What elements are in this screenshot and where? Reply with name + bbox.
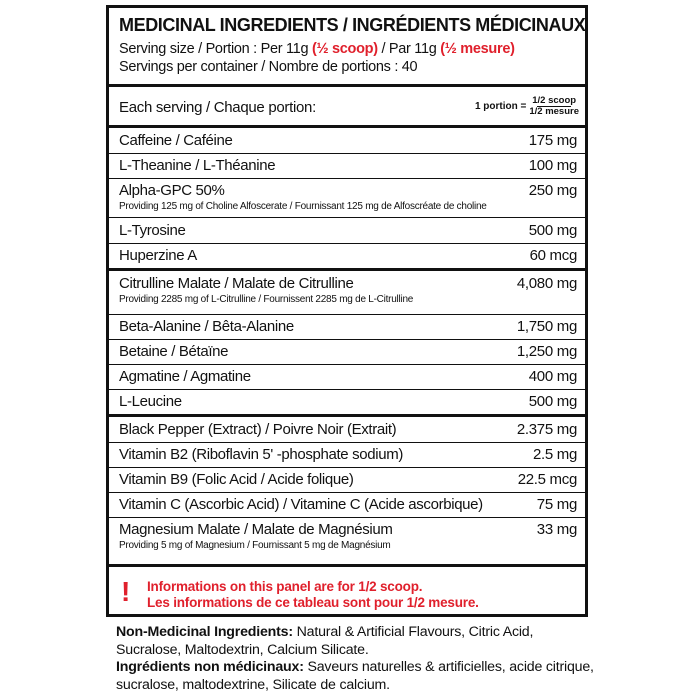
divider-thick (109, 564, 585, 567)
non-medicinal-text-fr: Saveurs naturelles & artificielles, acide citrique, sucralose, maltodextrine, Silicate de calcium. (116, 659, 594, 693)
ingredient-amount: 60 mcg (529, 247, 577, 264)
warning-line-en: Informations on this panel are for 1/2 scoop. (147, 579, 423, 594)
ingredient-name: L-Theanine / L-Théanine (119, 157, 276, 174)
ingredient-name: Citrulline Malate / Malate de Citrulline (119, 275, 354, 292)
portion-top: 1/2 scoop (532, 95, 577, 106)
ingredient-amount: 250 mg (528, 182, 577, 199)
each-serving-label: Each serving / Chaque portion: (119, 99, 316, 116)
divider-thin (109, 467, 585, 468)
portion-equivalence (475, 96, 579, 117)
servings-per-container: Servings per container / Nombre de portions : 40 (119, 59, 418, 75)
serving-size-line (119, 41, 515, 57)
warning-line-fr: Les informations de ce tableau sont pour 1/2 mesure. (147, 595, 479, 610)
ingredient-name: Agmatine / Agmatine (119, 368, 251, 385)
non-medicinal-label-fr: Ingrédients non médicinaux: (116, 659, 304, 675)
portion-fraction (529, 96, 579, 117)
divider-thick (109, 414, 585, 417)
divider-thick (109, 268, 585, 271)
ingredient-name: Huperzine A (119, 247, 197, 264)
ingredient-name: Vitamin B2 (Riboflavin 5' -phosphate sodium) (119, 446, 404, 463)
ingredient-amount: 75 mg (536, 496, 577, 513)
supplement-facts-panel (106, 5, 588, 617)
ingredient-name: Beta-Alanine / Bêta-Alanine (119, 318, 294, 335)
non-medicinal-text-en: Natural & Artificial Flavours, Citric Acid, Sucralose, Maltodextrin, Calcium Silicate. (116, 624, 534, 658)
exclamation-icon: ! (121, 576, 131, 607)
divider-thin (109, 217, 585, 218)
ingredient-amount: 1,750 mg (516, 318, 577, 335)
ingredient-name: Betaine / Bétaïne (119, 343, 229, 360)
ingredient-amount: 400 mg (528, 368, 577, 385)
ingredient-amount: 175 mg (528, 132, 577, 149)
ingredient-amount: 1,250 mg (516, 343, 577, 360)
divider-thin (109, 517, 585, 518)
divider-thin (109, 178, 585, 179)
divider-thin (109, 153, 585, 154)
non-medicinal-ingredients (116, 624, 596, 694)
ingredient-name: Alpha-GPC 50% (119, 182, 225, 199)
ingredient-amount: 500 mg (528, 393, 577, 410)
ingredient-amount: 33 mg (536, 521, 577, 538)
ingredient-name: Vitamin B9 (Folic Acid / Acide folique) (119, 471, 354, 488)
warning-text (147, 579, 479, 611)
ingredient-amount: 2.375 mg (516, 421, 577, 438)
ingredient-note: Providing 125 mg of Choline Alfoscerate / Fournissant 125 mg de Alfoscréate de choline (119, 201, 487, 212)
divider-thick (109, 125, 585, 128)
serving-scoop: (½ scoop) (311, 41, 378, 57)
divider-thin (109, 389, 585, 390)
panel-title: MEDICINAL INGREDIENTS / INGRÉDIENTS MÉDICINAUX (119, 15, 586, 35)
portion-label: 1 portion = (474, 101, 527, 112)
divider-thin (109, 364, 585, 365)
ingredient-name: L-Tyrosine (119, 222, 186, 239)
ingredient-amount: 2.5 mg (532, 446, 577, 463)
serving-size-mid: / Par 11g (377, 41, 441, 57)
ingredient-amount: 100 mg (528, 157, 577, 174)
ingredient-name: L-Leucine (119, 393, 182, 410)
ingredient-note: Providing 5 mg of Magnesium / Fournissant 5 mg de Magnésium (119, 540, 391, 551)
ingredient-name: Caffeine / Caféine (119, 132, 233, 149)
divider-thin (109, 442, 585, 443)
non-medicinal-label-en: Non-Medicinal Ingredients: (116, 624, 293, 640)
ingredient-amount: 22.5 mcg (517, 471, 577, 488)
portion-bottom: 1/2 mesure (529, 106, 579, 117)
divider-thick (109, 84, 585, 87)
divider-thin (109, 314, 585, 315)
ingredient-amount: 4,080 mg (516, 275, 577, 292)
divider-thin (109, 339, 585, 340)
divider-thin (109, 492, 585, 493)
ingredient-name: Black Pepper (Extract) / Poivre Noir (Extrait) (119, 421, 397, 438)
ingredient-note: Providing 2285 mg of L-Citrulline / Fournissent 2285 mg de L-Citrulline (119, 294, 414, 305)
ingredient-name: Magnesium Malate / Malate de Magnésium (119, 521, 393, 538)
divider-thin (109, 243, 585, 244)
ingredient-amount: 500 mg (528, 222, 577, 239)
serving-size-prefix: Serving size / Portion : Per 11g (119, 41, 312, 57)
ingredient-name: Vitamin C (Ascorbic Acid) / Vitamine C (Acide ascorbique) (119, 496, 483, 513)
serving-mesure: (½ mesure) (440, 41, 515, 57)
